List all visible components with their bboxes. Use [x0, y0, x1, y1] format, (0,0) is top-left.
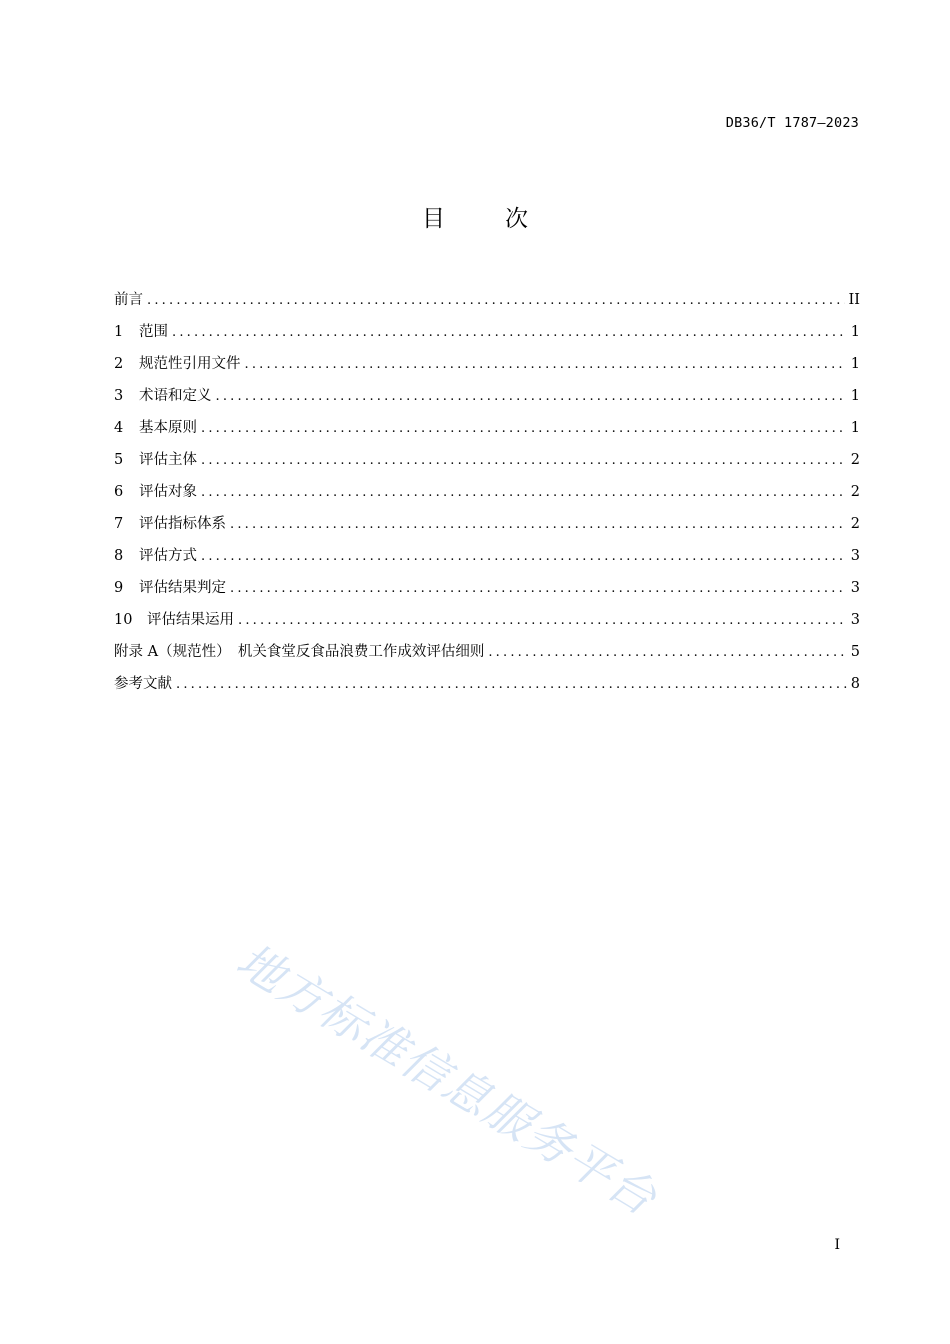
toc-entry-page: 5 — [850, 644, 860, 660]
toc-entry-3[interactable] — [114, 384, 860, 416]
toc-entry-page: 1 — [850, 420, 860, 436]
toc-entry-6[interactable] — [114, 480, 860, 512]
toc-entry-10[interactable] — [114, 608, 860, 640]
toc-entry-page: 3 — [850, 612, 860, 628]
toc-entry-page: 2 — [850, 484, 860, 500]
toc-entry-label: 参考文献 — [114, 676, 172, 692]
toc-entry-page: 1 — [850, 356, 860, 372]
toc-entry-label: 前言 — [114, 292, 143, 308]
toc-leader-dots — [201, 421, 847, 436]
toc-entry-page: 8 — [850, 676, 860, 692]
toc-title: 目次 — [422, 206, 588, 232]
toc-entry-label: 评估主体 — [139, 452, 197, 468]
toc-entry-2[interactable] — [114, 352, 860, 384]
toc-entry-number: 10 — [114, 612, 133, 628]
toc-entry-page: 2 — [850, 516, 860, 532]
toc-entry-label: 评估对象 — [139, 484, 197, 500]
watermark: 地方标准信息服务平台 — [227, 932, 667, 1227]
toc-entry-4[interactable] — [114, 416, 860, 448]
toc-leader-dots — [172, 325, 847, 340]
toc-leader-dots — [230, 517, 847, 532]
toc-entry-number: 6 — [114, 484, 124, 500]
toc-entry-label: 评估结果判定 — [139, 580, 226, 596]
toc-entry-8[interactable] — [114, 544, 860, 576]
toc-leader-dots — [238, 613, 847, 628]
toc-entry-label: 评估结果运用 — [147, 612, 234, 628]
toc-entry-page: 3 — [850, 548, 860, 564]
toc-entry-page: 1 — [850, 388, 860, 404]
toc-entry-references[interactable] — [114, 672, 860, 704]
toc-entry-number: 4 — [114, 420, 124, 436]
toc-entry-5[interactable] — [114, 448, 860, 480]
toc-leader-dots — [230, 581, 847, 596]
toc-entry-page: II — [848, 292, 860, 308]
toc-leader-dots — [201, 453, 847, 468]
toc-leader-dots — [147, 293, 845, 308]
toc-entry-label: 评估指标体系 — [139, 516, 226, 532]
toc-entry-7[interactable] — [114, 512, 860, 544]
toc-entry-label: 范围 — [139, 324, 168, 340]
toc-entry-number: 5 — [114, 452, 124, 468]
toc-entry-number: 8 — [114, 548, 124, 564]
toc-entry-label: 基本原则 — [139, 420, 197, 436]
toc-entry-appendix-a[interactable] — [114, 640, 860, 672]
toc-leader-dots — [245, 357, 847, 372]
toc-leader-dots — [216, 389, 847, 404]
toc-entry-9[interactable] — [114, 576, 860, 608]
toc-entry-number: 9 — [114, 580, 124, 596]
toc-entry-label: 术语和定义 — [139, 388, 212, 404]
toc-entry-foreword[interactable] — [114, 288, 860, 320]
toc-entry-number: 1 — [114, 324, 124, 340]
toc-leader-dots — [201, 485, 847, 500]
toc-leader-dots — [176, 677, 847, 692]
toc-entry-label: 规范性引用文件 — [139, 356, 241, 372]
toc-entry-label: 评估方式 — [139, 548, 197, 564]
toc-entry-number: 3 — [114, 388, 124, 404]
toc-entry-number: 7 — [114, 516, 124, 532]
toc-leader-dots — [201, 549, 847, 564]
toc-entry-1[interactable] — [114, 320, 860, 352]
toc-leader-dots — [488, 645, 846, 660]
toc-entry-page: 3 — [850, 580, 860, 596]
toc-entry-label: 附录 A（规范性） 机关食堂反食品浪费工作成效评估细则 — [114, 644, 485, 660]
toc-entry-page: 2 — [850, 452, 860, 468]
table-of-contents — [114, 288, 860, 704]
toc-entry-number: 2 — [114, 356, 124, 372]
standard-code: DB36/T 1787—2023 — [725, 115, 859, 131]
toc-entry-page: 1 — [850, 324, 860, 340]
page-number: I — [834, 1237, 840, 1253]
